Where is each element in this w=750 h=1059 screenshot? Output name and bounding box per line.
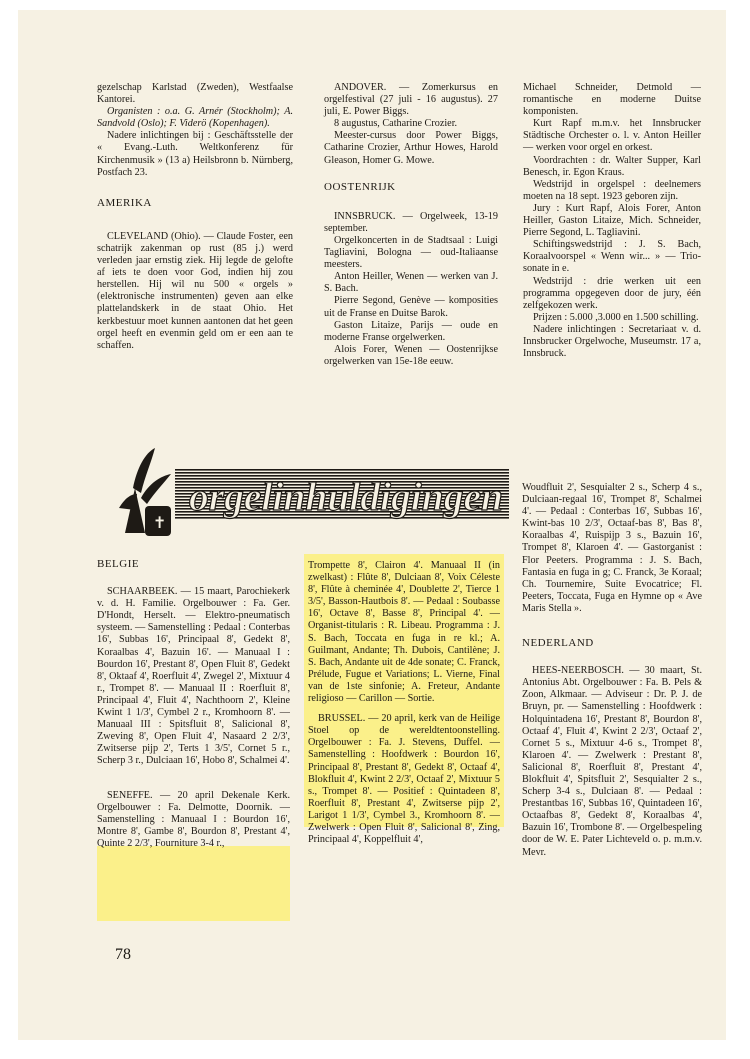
section-banner: [115, 448, 515, 538]
top-column-3: [523, 82, 701, 360]
text-block: Anton Heiller, Wenen — werken van J. S. Bach.: [324, 271, 498, 295]
bottom-column-2: [308, 560, 500, 846]
text-block: HEES-NEERBOSCH. — 30 maart, St. Antonius Abt. Orgelbouwer : Fa. B. Pels & Zoon, Alkmaar. — Adviseur : Dr. P. J. de Bruyn, pr. — Samenstelling : Hoofdwerk : Holquintadena 16', Prestant 8', Bourdon 8', Octaaf 4', Fluit 4', Kwint 2 2/3', Octaaf 2', Cornet 5 s., Mixtuur 4-6 s., Trompet 8', Klaroen 4'. — Zwelwerk : Prestant 8', Salicional 8', Roerfluit 8', Prestant 4', Blokfluit 4', Spitsfluit 2', Sesquialter 2 s., Scherp 3-4 s., Dulciaan 8'. — Pedaal : Prestantbas 16', Subbas 16', Quintadeen 16', Octaafbas 8', Gedekt 8', Koraalbas 4', Bazuin 16', Trombone 8'. — Orgelbespeling door de W. E. Pater Lichteveld o. p. m.m.v. Mevr.: [522, 665, 702, 858]
banner-title: orgelinhuldigingen: [189, 474, 503, 519]
page: [18, 10, 726, 1040]
text-block: SCHAARBEEK. — 15 maart, Parochiekerk v. d. H. Familie. Orgelbouwer : Fa. Ger. D'Hondt, Herselt. — Elektro-pneumatisch systeem. — Samenstelling : Pedaal : Conterbas 16', Subbas 16', Principaal 8', Gedekt 8', Koraalbas 4', Bazuin 16'. — Manuaal I : Bourdon 16', Prestant 8', Open Fluit 8', Gedekt 8', Oktaaf 4', Roerfluit 4', Zwegel 2', Mixtuur 4 r., Trompet 8'. — Manuaal II : Roerfluit 8', Principaal 4', Fluit 4', Nachthoorn 2', Kleine Kwint 1 1/3', Cymbel 2 r., Kromhoorn 8'. — Manuaal III : Spitsfluit 8', Salicional 8', Zweving 8', Open Fluit 4', Nasaard 2 2/3', Zwitserse pijp 2', Terts 1 3/5', Cornet 5 r., Scherp 3 r., Dulciaan 16', Hobo 8', Schalmei 4'.: [97, 586, 290, 767]
text-block: Pierre Segond, Genève — komposities uit de Franse en Duitse Barok.: [324, 295, 498, 319]
text-block: Woudfluit 2', Sesquialter 2 s., Scherp 4 s., Dulciaan-regaal 16', Trompet 8', Schalmei 4'. — Pedaal : Conterbas 16', Subbas 16', Kwint-bas 10 2/3', Octaaf-bas 8', Bas 8', Koraalbas 4', Ruispijp 3 s., Bazuin 16', Trompet 8', Klaroen 4'. — Gastorganist : Flor Peeters. Programma : J. S. Bach, Fantasia en fuga in g; C. Franck, 3e Koraal; Ch. Tournemire, Suite Evocatrice; Fl. Peeters, Toccata, Fuga en Hymne op « Ave Maris Stella ».: [522, 482, 702, 614]
text-block: Voordrachten : dr. Walter Supper, Karl Benesch, ir. Egon Kraus.: [523, 154, 701, 178]
text-block: Kurt Rapf m.m.v. het Innsbrucker Städtische Orchester o. l. v. Anton Heiller — werken voor orgel en orkest.: [523, 118, 701, 154]
section-heading: NEDERLAND: [522, 637, 594, 650]
text-block: Nadere inlichtingen bij : Geschäftsstelle der « Evang.-Luth. Weltkonferenz für Kirchenmusik » (13 a) Heilsbronn b. Nürnberg, Postfach 23.: [97, 130, 293, 178]
text-block: ANDOVER. — Zomerkursus en orgelfestival (27 juli - 16 augustus). 27 juli, E. Power Biggs.: [324, 82, 498, 118]
banner-graphic: [115, 448, 515, 538]
text-block: Schiftingswedstrijd : J. S. Bach, Koraalvoorspel « Wenn wir... » — Trio-sonate in e.: [523, 239, 701, 275]
bottom-column-1: [97, 558, 290, 850]
text-block: Trompette 8', Clairon 4'. Manuaal II (in zwelkast) : Flûte 8', Dulciaan 8', Voix Céleste 8', Flûte à cheminée 4', Doublette 2', Tierce 1 3/5', Basson-Hautbois 8'. — Pedaal : Soubasse 16', Octave 8', Basse 8', Principal 4'. — Organist-titularis : R. Libeau. Programma : J. S. Bach, Toccata en fuga in re kl.; A. Guilmant, Andante; Th. Dubois, Cantilène; J. S. Bach, Andante uit de 4de sonate; C. Franck, Prélude, Fugue et Variations; L. Vierne, Final van de 1ste sinfonie; A. Freteur, Andante religioso — Carillon — Sortie.: [308, 560, 500, 705]
text-block: Wedstrijd : drie werken uit een programma opgegeven door de jury, één zelfgekozen werk.: [523, 275, 701, 311]
text-block: SENEFFE. — 20 april Dekenale Kerk. Orgelbouwer : Fa. Delmotte, Doornik. — Samenstelling : Manuaal I : Bourdon 16', Montre 8', Gambe 8', Bourdon 8', Prestant 4', Quinte 2 2/3', Fourniture 3-4 r.,: [97, 789, 290, 849]
text-block: BRUSSEL. — 20 april, kerk van de Heilige Stoel op de wereldtentoonstelling. Orgelbouwer : Fa. J. Stevens, Duffel. — Samenstelling : Hoofdwerk : Bourdon 16', Principaal 8', Prestant 8', Gedekt 8', Octaaf 4', Blokfluit 4', Kwint 2 2/3', Octaaf 2', Mixtuur 5 s., Trompet 8'. — Positief : Quintadeen 8', Roerfluit 8', Prestant 4', Zwitserse pijp 2', Larigot 1 1/3', Cymbel 3., Kromhoorn 8'. — Zwelwerk : Open Fluit 8', Salicional 8', Zing, Principaal 4', Koppelfluit 4',: [308, 713, 500, 846]
text-block: Jury : Kurt Rapf, Alois Forer, Anton Heiller, Gaston Litaize, Mich. Schneider, Pierre Segond, L. Tagliavini.: [523, 202, 701, 239]
hand-plant-icon: [119, 448, 171, 536]
text-block: 8 augustus, Catharine Crozier.: [334, 118, 458, 130]
text-block: Meester-cursus door Power Biggs, Catharine Crozier, Arthur Howes, Harold Gleason, Homer G. Mowe.: [324, 130, 498, 166]
text-block: Alois Forer, Wenen — Oostenrijkse orgelwerken van 15e-18e eeuw.: [324, 343, 498, 367]
highlight-seneffe: [97, 846, 290, 921]
text-block: Orgelkoncerten in de Stadtsaal : Luigi Tagliavini, Bologna — oud-Italiaanse meesters.: [324, 234, 498, 271]
text-block: INNSBRUCK. — Orgelweek, 13-19 september.: [324, 210, 498, 234]
text-block: Prijzen : 5.000 ,3.000 en 1.500 schilling.: [533, 311, 699, 323]
top-column-2: [324, 82, 498, 368]
page-number: 78: [115, 946, 131, 963]
section-heading: OOSTENRIJK: [324, 180, 396, 193]
text-block: Nadere inlichtingen : Secretariaat v. d. Innsbrucker Orgelwoche, Museumstr. 17 a, Innsbruck.: [523, 323, 701, 360]
text-block: Wedstrijd in orgelspel : deelnemers moeten na 18 sept. 1923 geboren zijn.: [523, 178, 701, 202]
text-block: CLEVELAND (Ohio). — Claude Foster, een schatrijk zakenman op rust (85 j.) werd verleden jaar ernstig ziek. Hij legde de gelofte af iets te doen voor God, indien hij zou herstellen. Hij wil nu 500 « orgels » (elektronische instrumenten) geven aan elke plattelandskerk in de staat Ohio. Het kerkbestuur moet kunnen aantonen dat het geen orgel heeft en evenmin geld om er een aan te schaffen.: [97, 230, 293, 351]
svg-text:✝: ✝: [153, 513, 167, 532]
bottom-column-3: [522, 482, 702, 859]
text-block: Organisten : o.a. G. Arnér (Stockholm); A. Sandvold (Oslo); F. Viderö (Kopenhagen).: [97, 106, 293, 130]
text-block: Michael Schneider, Detmold — romantische en moderne Duitse komponisten.: [523, 82, 701, 118]
section-heading: AMERIKA: [97, 196, 152, 209]
top-column-1: [97, 82, 293, 352]
text-block: Gaston Litaize, Parijs — oude en moderne Franse orgelwerken.: [324, 319, 498, 343]
text-block: gezelschap Karlstad (Zweden), Westfaalse Kantorei.: [97, 82, 293, 106]
section-heading: BELGIE: [97, 558, 140, 570]
